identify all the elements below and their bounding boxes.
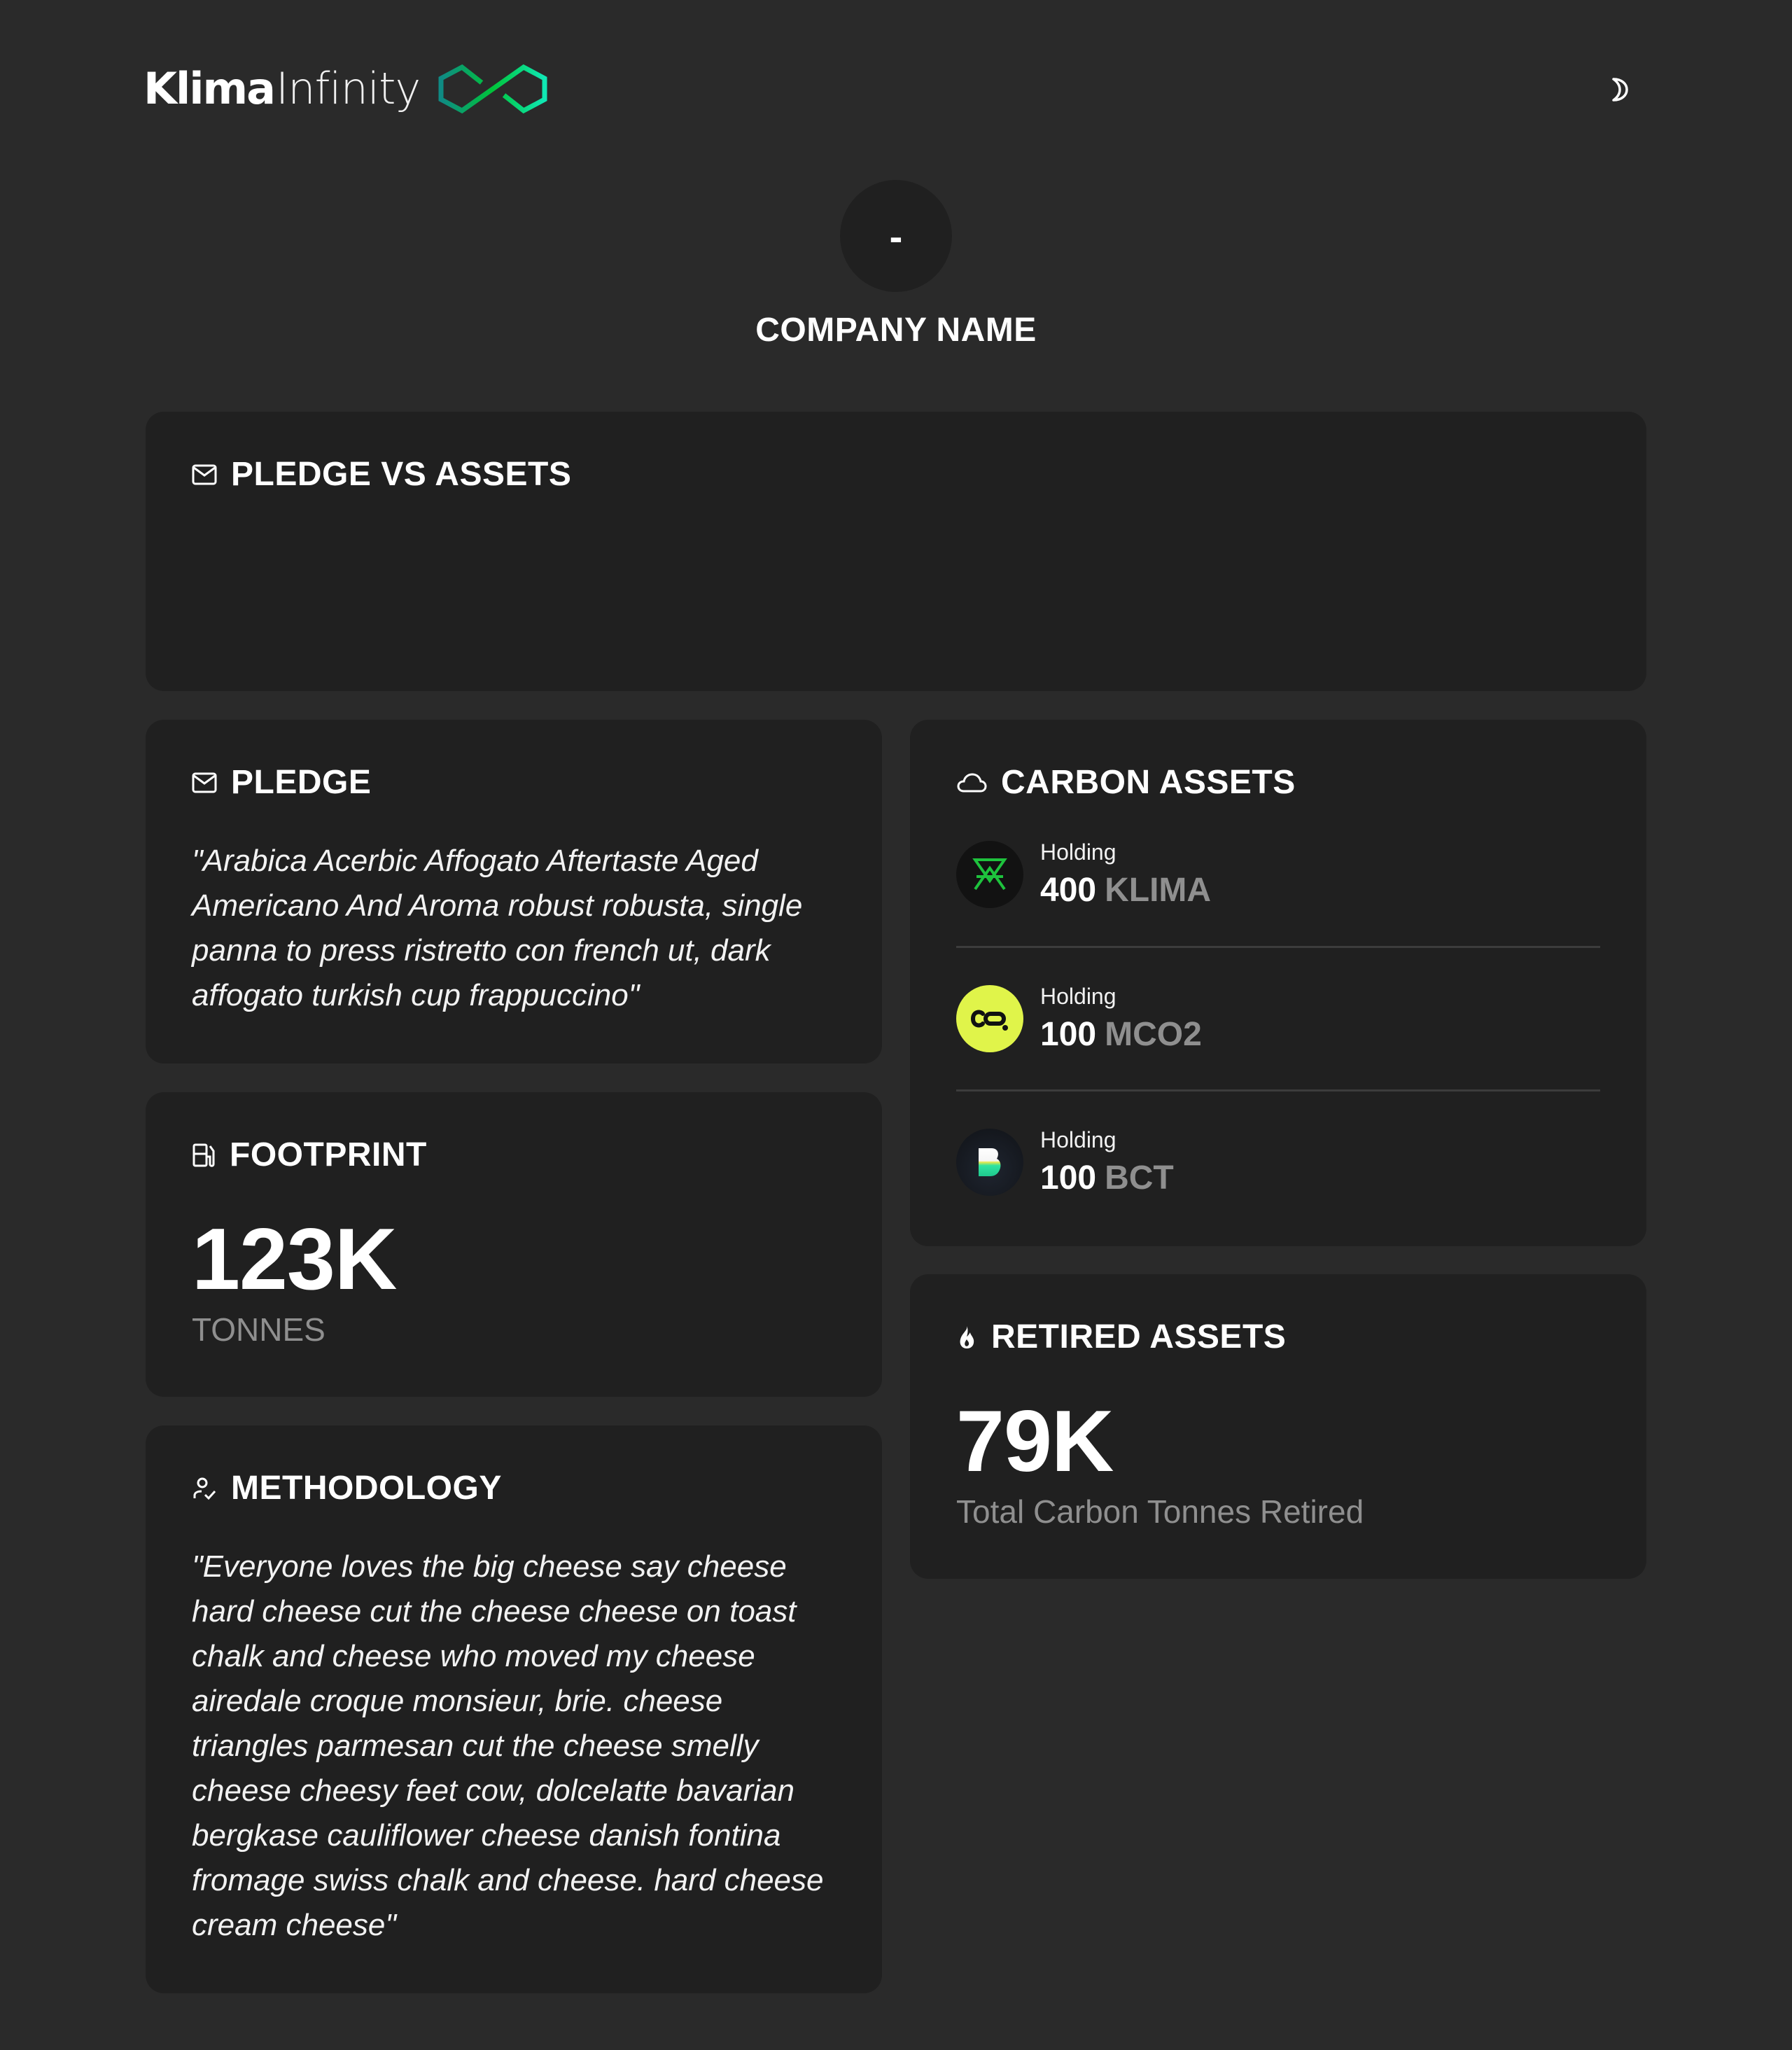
card-title — [192, 1469, 836, 1508]
asset-item-klima — [956, 802, 1600, 946]
flame-icon — [956, 1324, 977, 1351]
card-title — [192, 1136, 836, 1175]
card-title — [956, 763, 1600, 802]
asset-label: Holding — [1040, 984, 1116, 1009]
avatar-text: - — [889, 214, 903, 258]
footprint-card — [146, 1092, 882, 1397]
card-title — [192, 763, 836, 802]
cloud-icon — [956, 772, 987, 793]
footprint-unit: TONNES — [192, 1311, 326, 1348]
footprint-title: FOOTPRINT — [230, 1136, 427, 1173]
company-name: COMPANY NAME — [755, 312, 1037, 349]
mail-icon — [192, 464, 217, 485]
footprint-value: 123K — [192, 1211, 397, 1308]
user-check-icon — [192, 1476, 217, 1501]
moon-icon — [1609, 77, 1630, 102]
asset-amount: 400 — [1040, 871, 1097, 909]
asset-amount: 100 — [1040, 1159, 1097, 1197]
fuel-pump-icon — [192, 1143, 216, 1168]
card-title — [956, 1318, 1600, 1357]
asset-item-mco2 — [956, 946, 1600, 1089]
asset-item-bct — [956, 1089, 1600, 1233]
carbon-assets-title: CARBON ASSETS — [1001, 764, 1296, 801]
methodology-card — [146, 1425, 882, 1993]
klima-token-icon — [956, 841, 1023, 908]
theme-toggle-button[interactable] — [1603, 73, 1637, 106]
avatar — [840, 180, 952, 292]
pledge-text: "Arabica Acerbic Affogato Aftertaste Aged Americano And Aroma robust robusta, single panna to press ristretto con french ut, dark affogato turkish cup frappuccino" — [192, 844, 803, 1012]
pledge-title: PLEDGE — [231, 764, 372, 801]
retired-caption: Total Carbon Tonnes Retired — [956, 1493, 1364, 1530]
logo[interactable] — [144, 60, 549, 116]
mail-icon — [192, 772, 217, 793]
infinity-hexagon-icon — [437, 60, 549, 116]
asset-value — [1040, 1158, 1174, 1199]
methodology-text: "Everyone loves the big cheese say cheese hard cheese cut the cheese cheese on toast chalk and cheese who moved my cheese airedale croque monsieur, brie. cheese triangles parmesan cut the cheese smelly cheese cheesy feet cow, dolcelatte bavarian bergkase cauliflower cheese danish fontina fromage swiss chalk and cheese. hard cheese cream cheese" — [192, 1549, 824, 1942]
asset-value — [1040, 870, 1211, 911]
card-title — [192, 455, 1600, 494]
carbon-assets-card — [910, 720, 1646, 1246]
methodology-title: METHODOLOGY — [231, 1470, 502, 1507]
pledge-vs-assets-title: PLEDGE VS ASSETS — [231, 456, 572, 493]
bct-token-icon — [956, 1129, 1023, 1196]
pledge-vs-assets-card — [146, 412, 1646, 691]
logo-text-klima: Klima — [144, 62, 274, 114]
asset-token: BCT — [1105, 1159, 1174, 1197]
asset-label: Holding — [1040, 1127, 1116, 1152]
asset-list — [956, 802, 1600, 1233]
asset-amount: 100 — [1040, 1016, 1097, 1053]
pledge-card — [146, 720, 882, 1064]
asset-value — [1040, 1014, 1202, 1055]
mco2-token-icon — [956, 985, 1023, 1052]
logo-text-infinity: Infinity — [276, 62, 421, 114]
asset-label: Holding — [1040, 839, 1116, 865]
asset-token: MCO2 — [1105, 1016, 1202, 1053]
asset-token: KLIMA — [1105, 871, 1212, 909]
retired-assets-title: RETIRED ASSETS — [991, 1318, 1287, 1355]
retired-assets-card — [910, 1274, 1646, 1579]
retired-value: 79K — [956, 1393, 1114, 1490]
